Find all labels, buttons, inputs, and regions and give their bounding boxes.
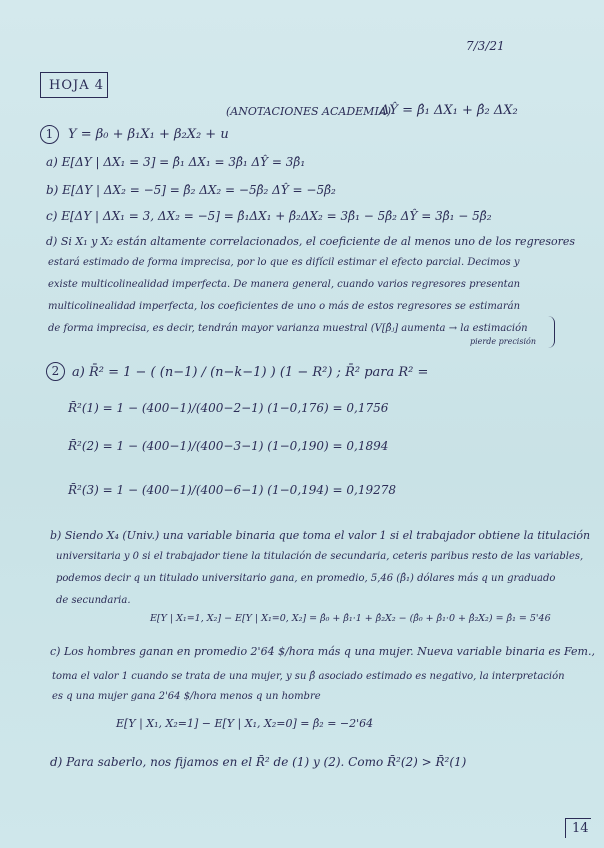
q2-c-line-2: toma el valor 1 cuando se trata de una mujer, y su β̂ asociado estimado es negativo, la interpretación <box>52 671 565 682</box>
q2-b-line-1: b) Siendo X₄ (Univ.) una variable binaria que toma el valor 1 si el trabajador obtiene la titulación <box>50 529 591 542</box>
date: 7/3/21 <box>466 39 505 53</box>
q1-d-line-2: estará estimado de forma imprecisa, por lo que es difícil estimar el efecto parcial. Decimos y <box>48 257 520 268</box>
q2-b-equation: E[Y | X₁=1, X₂] − E[Y | X₁=0, X₂] = β̂₀ + β̂₁·1 + β̂₂X₂ − (β̂₀ + β̂₁·0 + β̂₂X₂) = β̂₁ = 5'46 <box>150 613 551 624</box>
q1-model: Y = β₀ + β₁X₁ + β₂X₂ + u <box>68 127 229 142</box>
q1-part-b: b) E[ΔY | ΔX₂ = −5] = β̂₂ ΔX₂ = −5β̂₂ ΔŶ = −5β̂₂ <box>46 183 336 197</box>
q1-d-line-1: d) Si X₁ y X₂ están altamente correlacionados, el coeficiente de al menos uno de los regresores <box>46 235 576 248</box>
adj-r2-model-2: R̄²(2) = 1 − (400−1)/(400−3−1) (1−0,190) = 0,1894 <box>68 439 389 453</box>
sheet-title: HOJA 4 <box>49 78 104 93</box>
q1-part-c: c) E[ΔY | ΔX₁ = 3, ΔX₂ = −5] = β̂₁ΔX₁ + β̂₂ΔX₂ = 3β̂₁ − 5β̂₂ ΔŶ = 3β̂₁ − 5β̂₂ <box>46 209 492 223</box>
question-2-number: 2 <box>46 362 65 381</box>
q2-b-line-4: de secundaria. <box>56 595 131 606</box>
closing-bracket <box>548 316 555 348</box>
adj-r2-model-3: R̄²(3) = 1 − (400−1)/(400−6−1) (1−0,194) = 0,19278 <box>68 483 397 497</box>
q1-d-line-3: existe multicolinealidad imperfecta. De manera general, cuando varios regresores presentan <box>48 279 521 290</box>
delta-equation: ΔŶ = β̂₁ ΔX₁ + β̂₂ ΔX₂ <box>380 103 518 118</box>
q2-b-line-3: podemos decir q un titulado universitario gana, en promedio, 5,46 (β̂₁) dólares más q un graduado <box>56 573 556 584</box>
question-1-number: 1 <box>40 125 59 144</box>
q2-c-line-3: es q una mujer gana 2'64 $/hora menos q un hombre <box>52 691 321 702</box>
sheet-box <box>40 72 108 98</box>
q2-c-equation: E[Y | X₁, X₂=1] − E[Y | X₁, X₂=0] = β̂₂ = −2'64 <box>116 717 374 730</box>
source-note: (ANOTACIONES ACADEMIA) <box>226 105 392 118</box>
q1-part-a: a) E[ΔY | ΔX₁ = 3] = β̂₁ ΔX₁ = 3β̂₁ ΔŶ = 3β̂₁ <box>46 155 306 169</box>
q2-a-formula: a) R̄² = 1 − ( (n−1) / (n−k−1) ) (1 − R²) ; R̄² para R² = <box>72 365 429 380</box>
q1-d-note: pierde precisión <box>470 337 536 346</box>
page-number: 14 <box>565 818 591 838</box>
q2-part-d: d) Para saberlo, nos fijamos en el R̄² de (1) y (2). Como R̄²(2) > R̄²(1) <box>50 755 467 769</box>
q2-b-line-2: universitaria y 0 si el trabajador tiene la titulación de secundaria, ceteris paribus resto de las variables, <box>56 551 584 562</box>
q1-d-line-4: multicolinealidad imperfecta, los coeficientes de uno o más de estos regresores se estimarán <box>48 301 521 312</box>
q1-d-line-5: de forma imprecisa, es decir, tendrán mayor varianza muestral (V[β̂ⱼ] aumenta → la estimación <box>48 323 528 334</box>
q2-c-line-1: c) Los hombres ganan en promedio 2'64 $/hora más q una mujer. Nueva variable binaria es Fem., <box>50 645 595 658</box>
adj-r2-model-1: R̄²(1) = 1 − (400−1)/(400−2−1) (1−0,176) = 0,1756 <box>68 401 389 415</box>
